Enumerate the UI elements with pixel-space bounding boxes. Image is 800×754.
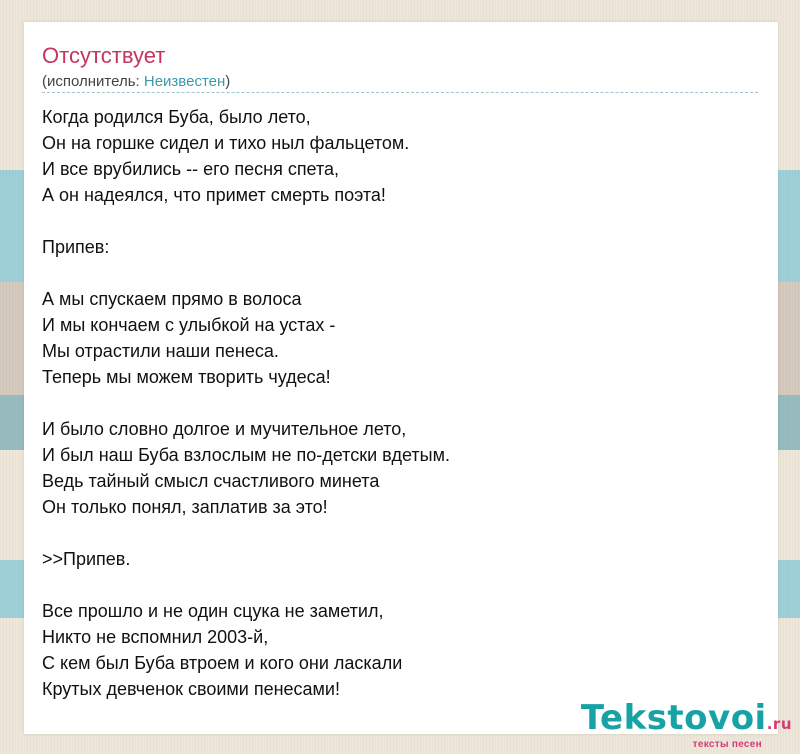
- logo-tld: .ru: [766, 715, 792, 733]
- divider: [42, 92, 758, 93]
- artist-suffix: ): [225, 73, 231, 90]
- song-title: Отсутствует: [42, 43, 166, 68]
- logo-name: Tekstovoi: [580, 698, 767, 738]
- site-logo[interactable]: [581, 700, 792, 750]
- logo-wordmark: [581, 700, 792, 742]
- artist-line: [42, 73, 230, 91]
- artist-link[interactable]: Неизвестен: [143, 73, 226, 90]
- logo-tagline: тексты песен: [692, 739, 762, 750]
- lyrics-card: [24, 22, 778, 734]
- artist-prefix: (исполнитель:: [42, 73, 144, 90]
- lyrics-text: Когда родился Буба, было лето, Он на горшке сидел и тихо ныл фальцетом. И все врубились -- его песня спета, А он надеялся, что примет смерть поэта! Припев: А мы спускаем прямо в волоса И мы кончаем с улыбкой на устах - Мы отрастили наши пенеса. Теперь мы можем творить чудеса! И было словно долгое и мучительное лето, И был наш Буба взлослым не по-детски вдетым. Ведь тайный смысл счастливого минета Он только понял, заплатив за это! >>Припев. Все прошло и не один сцука не заметил, Никто не вспомнил 2003-й, С кем был Буба втроем и кого они ласкали Крутых девченок своими пенесами!: [42, 107, 450, 699]
